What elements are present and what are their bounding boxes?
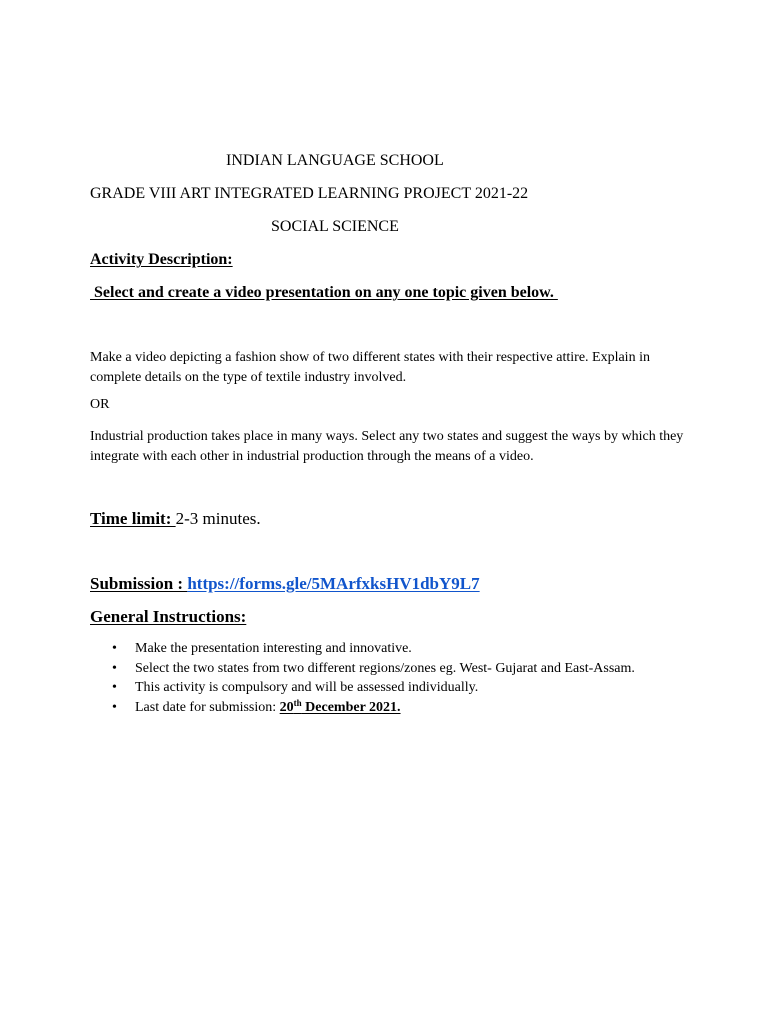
school-name: INDIAN LANGUAGE SCHOOL [226, 152, 444, 169]
instruction-text: Make the presentation interesting and innovative. [135, 641, 412, 656]
last-date-label: Last date for submission: [135, 699, 280, 715]
bullet-icon: • [112, 680, 117, 695]
list-item [110, 639, 670, 659]
topic-option-2: Industrial production takes place in many ways. Select any two states and suggest the ways by which they integrate with each other in industrial production through the means of a video. [90, 429, 684, 464]
time-limit-label: Time limit: [90, 509, 176, 528]
topic-separator: OR [90, 397, 110, 412]
general-instructions-heading: General Instructions: [90, 607, 247, 626]
activity-instruction: Select and create a video presentation on any one topic given below. [90, 284, 558, 301]
subject-title: SOCIAL SCIENCE [271, 218, 399, 235]
project-title: GRADE VIII ART INTEGRATED LEARNING PROJECT 2021-22 [90, 185, 529, 202]
last-date-value [279, 697, 401, 715]
submission-link[interactable]: https://forms.gle/5MArfxksHV1dbY9L7 [187, 574, 480, 593]
instruction-text: This activity is compulsory and will be assessed individually. [135, 680, 479, 695]
time-limit-value: 2-3 minutes. [175, 509, 261, 528]
bullet-icon: • [112, 699, 117, 715]
list-item [110, 659, 635, 679]
topic-option-1: Make a video depicting a fashion show of two different states with their respective attire. Explain in complete details on the type of textile industry involved. [90, 350, 650, 385]
last-date-rest: December 2021. [301, 699, 401, 715]
last-date-suffix: th [293, 697, 302, 708]
instruction-text: Select the two states from two different regions/zones eg. West- Gujarat and East-Assam. [135, 660, 635, 676]
bullet-icon: • [112, 660, 117, 676]
last-date-day: 20 [279, 699, 294, 715]
list-item [110, 698, 670, 718]
bullet-icon: • [112, 641, 117, 656]
list-item [110, 678, 670, 698]
instructions-list [110, 639, 670, 717]
submission [90, 575, 480, 592]
submission-label: Submission : [90, 574, 188, 593]
time-limit [90, 510, 261, 527]
activity-heading: Activity Description: [90, 251, 233, 268]
